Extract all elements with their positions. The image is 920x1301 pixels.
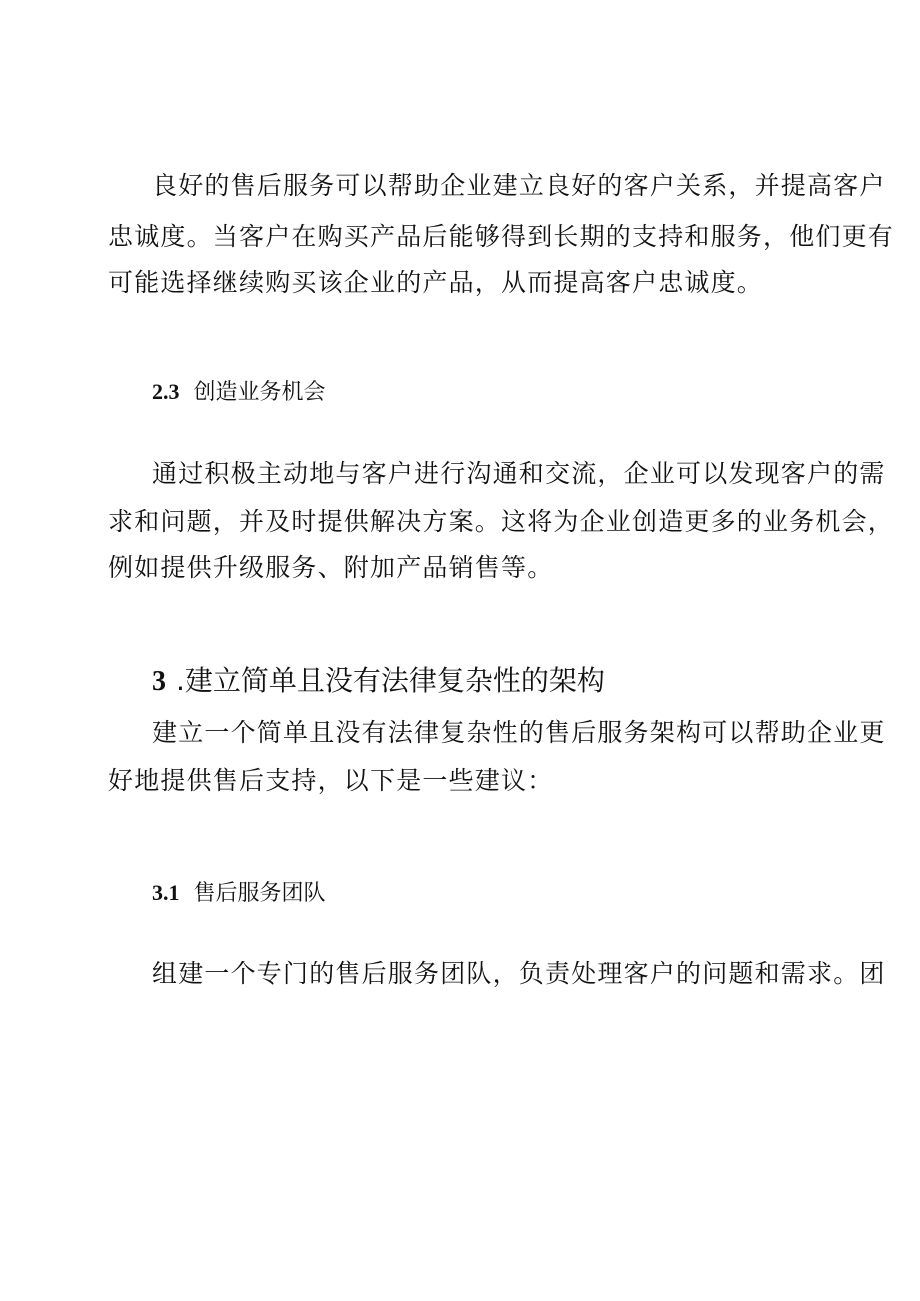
section-title: .建立简单且没有法律复杂性的架构 xyxy=(176,664,605,697)
section-number: 3 xyxy=(152,666,166,697)
paragraph-line: 好地提供售后支持，以下是一些建议： xyxy=(108,766,554,795)
paragraph-line: 组建一个专门的售后服务团队，负责处理客户的问题和需求。团 xyxy=(152,959,886,988)
section-3-heading xyxy=(152,664,605,699)
paragraph-line: 可能选择继续购买该企业的产品，从而提高客户忠诚度。 xyxy=(108,268,764,297)
paragraph-line: 例如提供升级服务、附加产品销售等。 xyxy=(108,553,554,582)
section-number: 3.1 xyxy=(152,880,180,905)
section-number: 2.3 xyxy=(152,379,180,404)
paragraph-line: 忠诚度。当客户在购买产品后能够得到长期的支持和服务，他们更有 xyxy=(108,222,895,251)
paragraph-line: 建立一个简单且没有法律复杂性的售后服务架构可以帮助企业更 xyxy=(152,718,886,747)
section-2-3-heading xyxy=(152,377,326,408)
section-title: 售后服务团队 xyxy=(193,881,326,906)
paragraph-line: 求和问题，并及时提供解决方案。这将为企业创造更多的业务机会， xyxy=(108,507,895,536)
section-3-1-heading xyxy=(152,878,326,909)
section-title: 创造业务机会 xyxy=(193,380,326,405)
paragraph-line: 良好的售后服务可以帮助企业建立良好的客户关系，并提高客户 xyxy=(152,171,886,200)
paragraph-line: 通过积极主动地与客户进行沟通和交流，企业可以发现客户的需 xyxy=(152,459,886,488)
